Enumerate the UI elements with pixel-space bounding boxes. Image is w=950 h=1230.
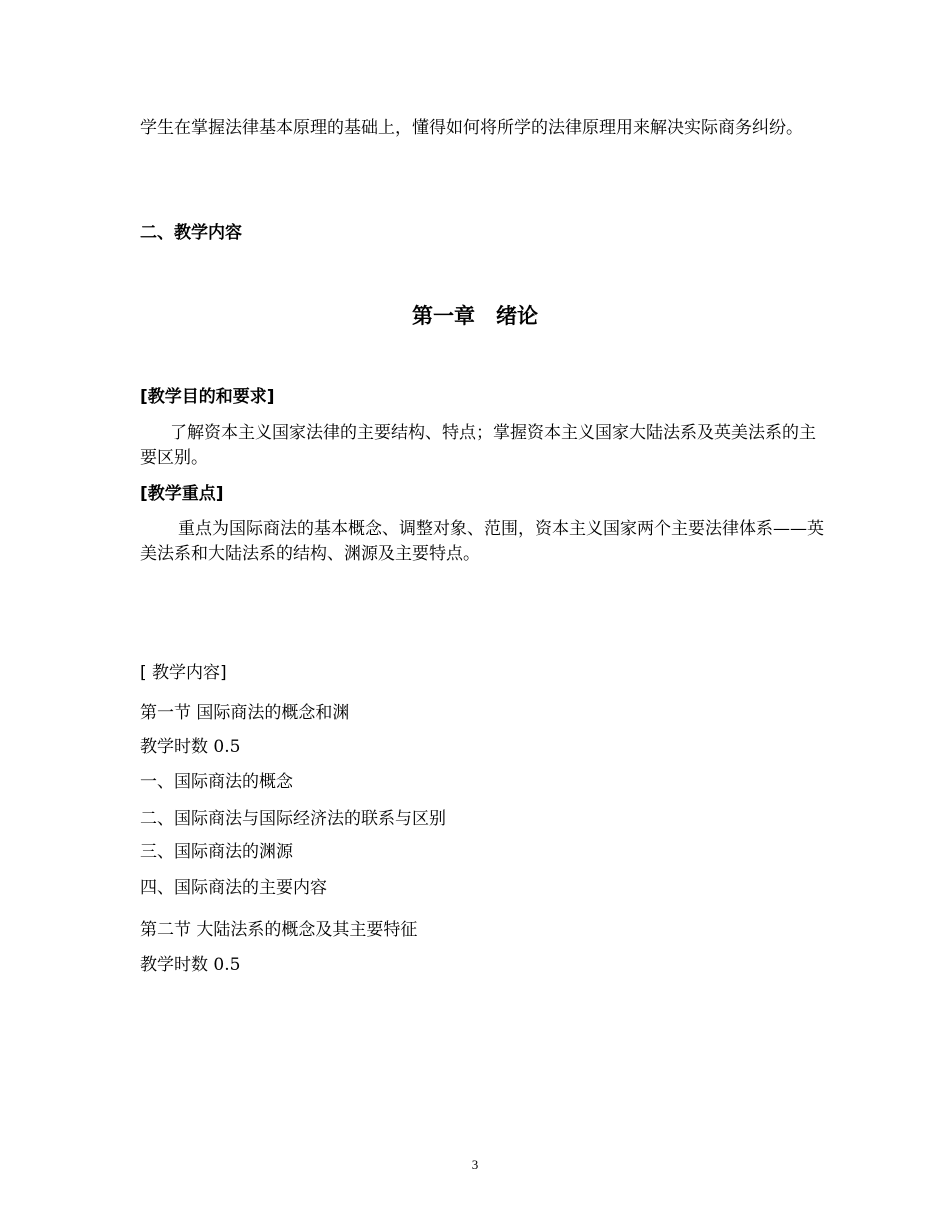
content-line-item4: 四、国际商法的主要内容: [140, 878, 327, 898]
key-points-heading: [教学重点]: [140, 484, 224, 504]
chapter-title: 第一章 绪论: [412, 304, 538, 328]
intro-paragraph: 学生在掌握法律基本原理的基础上，懂得如何将所学的法律原理用来解决实际商务纠纷。: [140, 118, 803, 138]
content-line-hours2: 教学时数 0.5: [140, 955, 241, 975]
section-heading: 二、教学内容: [140, 223, 242, 243]
content-heading: [ 教学内容]: [140, 663, 227, 683]
objectives-text: 了解资本主义国家法律的主要结构、特点；掌握资本主义国家大陆法系及英美法系的主要区别。: [140, 423, 816, 468]
key-points-text: 重点为国际商法的基本概念、调整对象、范围，资本主义国家两个主要法律体系——英美法系和大陆法系的结构、渊源及主要特点。: [140, 519, 824, 564]
content-line-hours1: 教学时数 0.5: [140, 737, 241, 757]
content-line-item1: 一、国际商法的概念: [140, 772, 293, 792]
content-line-item3: 三、国际商法的渊源: [140, 842, 293, 862]
content-line-section2: 第二节 大陆法系的概念及其主要特征: [140, 920, 418, 940]
content-line-item2: 二、国际商法与国际经济法的联系与区别: [140, 809, 446, 829]
content-line-section1: 第一节 国际商法的概念和渊: [140, 703, 350, 723]
page-number: 3: [471, 1157, 479, 1172]
objectives-heading: [教学目的和要求]: [140, 387, 275, 407]
